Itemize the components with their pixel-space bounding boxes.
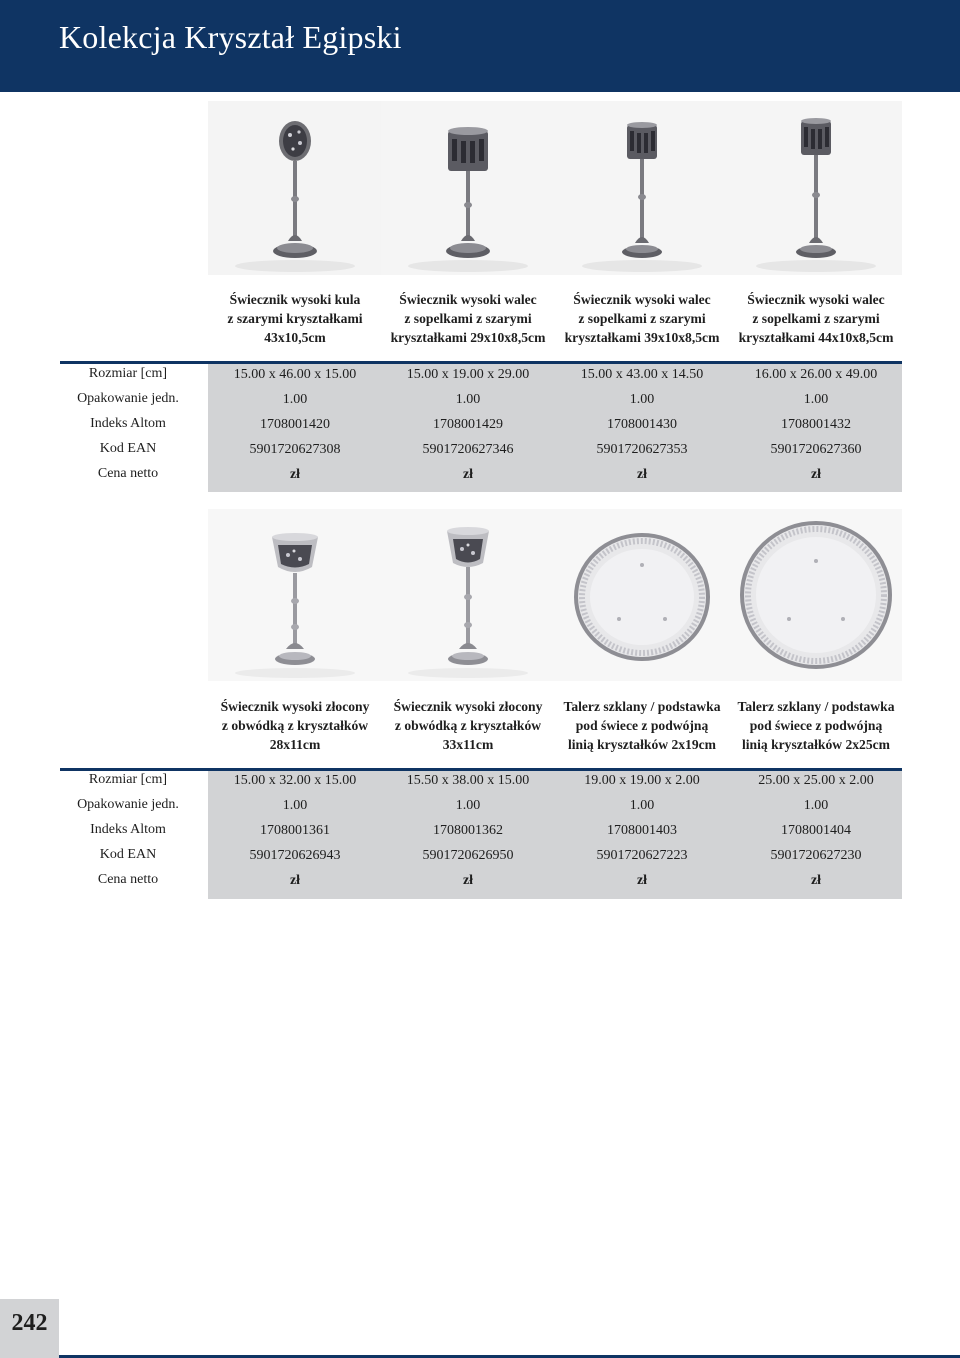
page-header [0,0,960,92]
price-value: zł [810,467,822,482]
pack-value: 1.00 [629,798,655,813]
index-value: 1708001362 [433,823,503,838]
ean-value: 5901720627223 [596,848,688,863]
ean-value: 5901720626943 [249,848,341,863]
ean-value: 5901720626950 [422,848,514,863]
price-value: zł [636,873,648,888]
product-name: Świecznik wysoki złocony z obwódką z kryształków 33x11cm [393,699,543,752]
row-label-index: Indeks Altom [90,416,166,431]
product-name: Talerz szklany / podstawka pod świece z podwójną linią kryształków 2x25cm [737,699,895,752]
product-photo-1-1 [208,101,381,275]
product-name: Świecznik wysoki walec z sopelkami z szarymi kryształkami 44x10x8,5cm [738,292,894,345]
pack-value: 1.00 [629,392,655,407]
product-photo-2-1 [208,509,381,681]
row-label-ean: Kod EAN [99,847,157,862]
price-value: zł [636,467,648,482]
product-photo-1-4 [729,101,902,275]
index-value: 1708001432 [781,417,851,432]
product-photo-2-4 [729,509,902,681]
pack-value: 1.00 [455,798,481,813]
size-value: 15.00 x 46.00 x 15.00 [233,367,357,382]
index-value: 1708001420 [260,417,330,432]
ean-value: 5901720627230 [770,848,862,863]
ean-value: 5901720627346 [422,442,514,457]
size-value: 19.00 x 19.00 x 2.00 [584,773,700,788]
size-value: 15.00 x 32.00 x 15.00 [233,773,357,788]
size-value: 15.00 x 19.00 x 29.00 [406,367,530,382]
page-number: 242 [11,1310,48,1336]
size-value: 15.00 x 43.00 x 14.50 [580,367,704,382]
price-value: zł [289,467,301,482]
product-photo-1-3 [555,101,729,275]
price-value: zł [810,873,822,888]
pack-value: 1.00 [803,798,829,813]
product-photo-2-3 [555,509,729,681]
size-value: 16.00 x 26.00 x 49.00 [754,367,878,382]
row-label-ean: Kod EAN [99,441,157,456]
page-title: Kolekcja Kryształ Egipski [59,19,402,55]
pack-value: 1.00 [282,392,308,407]
size-value: 15.50 x 38.00 x 15.00 [406,773,530,788]
index-value: 1708001361 [260,823,330,838]
row-label-pack: Opakowanie jedn. [77,797,179,812]
pack-value: 1.00 [455,392,481,407]
candlestick-crystal-ball-icon [208,101,381,275]
pack-value: 1.00 [803,392,829,407]
ean-value: 5901720627360 [770,442,862,457]
price-value: zł [462,873,474,888]
index-value: 1708001430 [607,417,677,432]
index-value: 1708001404 [781,823,851,838]
row-label-size: Rozmiar [cm] [88,772,168,787]
goblet-candlestick-icon [208,509,381,681]
product-name: Świecznik wysoki walec z sopelkami z szarymi kryształkami 39x10x8,5cm [564,292,720,345]
product-photo-1-2 [381,101,555,275]
ean-value: 5901720627353 [596,442,688,457]
glass-plate-icon [729,509,902,681]
price-value: zł [462,467,474,482]
product-name: Świecznik wysoki walec z sopelkami z szarymi kryształkami 29x10x8,5cm [390,292,546,345]
goblet-candlestick-icon [381,509,555,681]
product-name: Świecznik wysoki kula z szarymi kryształkami 43x10,5cm [227,292,363,345]
row-label-size: Rozmiar [cm] [88,366,168,381]
pack-value: 1.00 [282,798,308,813]
row-label-index: Indeks Altom [90,822,166,837]
product-photo-2-2 [381,509,555,681]
candlestick-cylinder-icon [729,101,902,275]
ean-value: 5901720627308 [249,442,341,457]
product-name: Talerz szklany / podstawka pod świece z podwójną linią kryształków 2x19cm [563,699,721,752]
index-value: 1708001429 [433,417,503,432]
glass-plate-icon [555,509,729,681]
row-label-pack: Opakowanie jedn. [77,391,179,406]
size-value: 25.00 x 25.00 x 2.00 [758,773,874,788]
candlestick-cylinder-icon [555,101,729,275]
row-label-price: Cena netto [97,466,159,481]
index-value: 1708001403 [607,823,677,838]
price-value: zł [289,873,301,888]
candlestick-cylinder-icon [381,101,555,275]
product-name: Świecznik wysoki złocony z obwódką z kryształków 28x11cm [220,699,370,752]
row-label-price: Cena netto [97,872,159,887]
